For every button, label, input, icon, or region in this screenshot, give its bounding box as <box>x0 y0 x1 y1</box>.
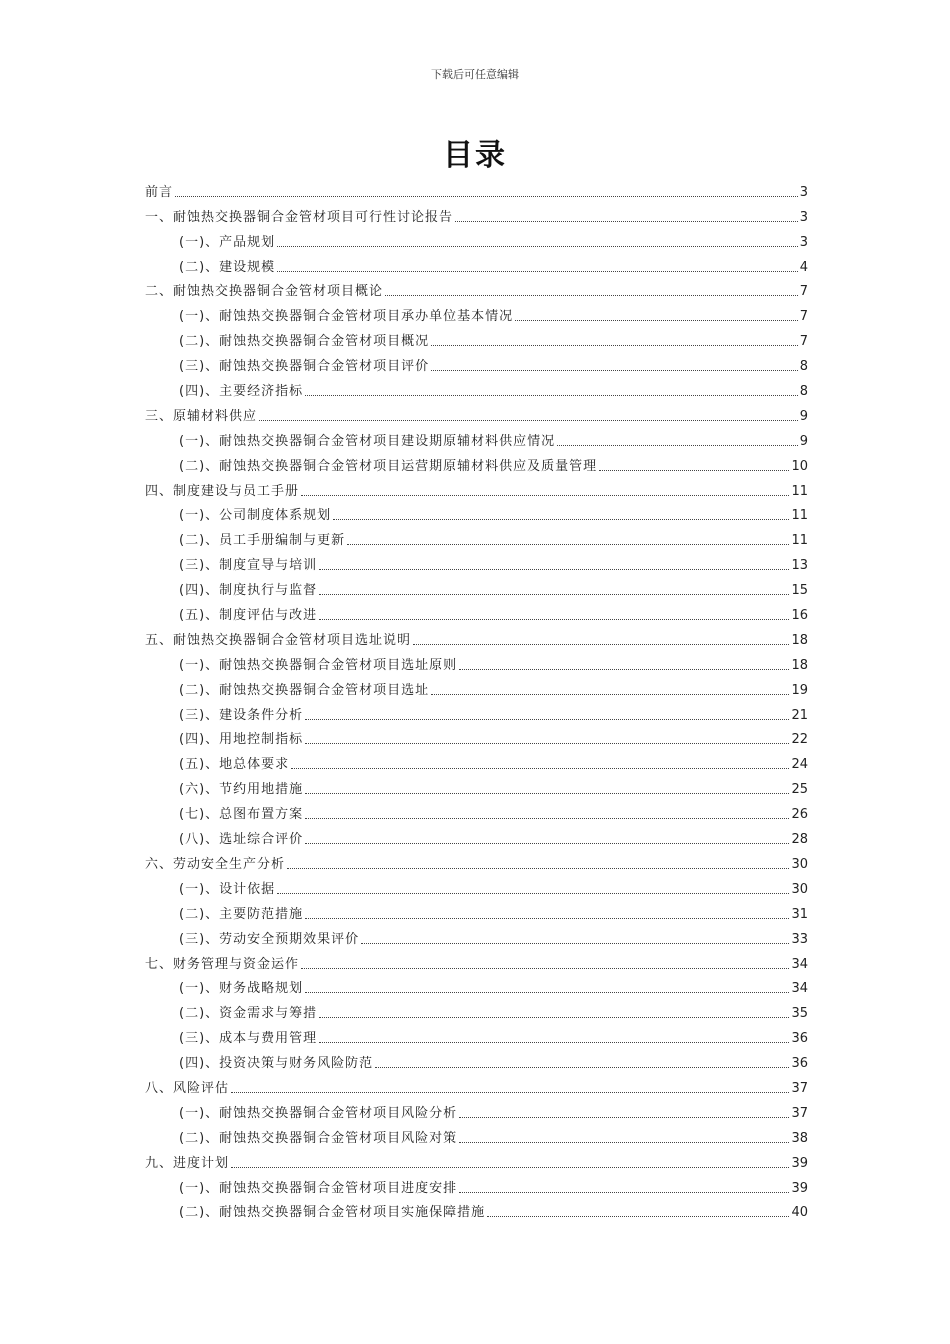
toc-dot-leader <box>259 419 798 421</box>
toc-dot-leader <box>291 767 789 769</box>
toc-entry-label: (二)、建设规模 <box>179 259 276 275</box>
toc-entry-page-number: 30 <box>791 881 808 897</box>
toc-dot-leader <box>515 319 798 321</box>
header-note: 下载后可任意编辑 <box>431 68 519 81</box>
toc-entry[interactable] <box>145 748 808 773</box>
toc-entry-page-number: 35 <box>791 1006 808 1022</box>
toc-entry-label: 二、耐蚀热交换器铜合金管材项目概论 <box>145 284 384 300</box>
toc-entry-page-number: 9 <box>799 433 808 449</box>
toc-entry-label: (二)、主要防范措施 <box>179 906 304 922</box>
toc-entry-label: (二)、耐蚀热交换器铜合金管材项目运营期原辅材料供应及质量管理 <box>179 458 598 474</box>
toc-entry-label: (三)、制度宣导与培训 <box>179 558 318 574</box>
toc-entry-page-number: 34 <box>791 981 808 997</box>
toc-dot-leader <box>301 967 789 969</box>
toc-entry-label: (五)、制度评估与改进 <box>179 608 318 624</box>
toc-entry-page-number: 16 <box>791 608 808 624</box>
toc-entry[interactable] <box>145 1047 808 1072</box>
toc-entry-page-number: 3 <box>799 209 808 225</box>
toc-entry-page-number: 21 <box>791 707 808 723</box>
toc-entry-label: (四)、制度执行与监督 <box>179 583 318 599</box>
toc-dot-leader <box>277 270 798 272</box>
toc-entry[interactable] <box>145 848 808 873</box>
toc-entry[interactable] <box>145 1097 808 1122</box>
toc-dot-leader <box>431 369 798 371</box>
toc-entry-page-number: 37 <box>791 1080 808 1096</box>
toc-dot-leader <box>413 643 789 645</box>
toc-entry[interactable] <box>145 624 808 649</box>
toc-entry-label: (一)、公司制度体系规划 <box>179 508 332 524</box>
toc-entry[interactable] <box>145 251 808 276</box>
toc-entry-page-number: 33 <box>791 931 808 947</box>
toc-entry-page-number: 31 <box>791 906 808 922</box>
toc-entry[interactable] <box>145 674 808 699</box>
toc-dot-leader <box>301 494 789 496</box>
toc-entry[interactable] <box>145 997 808 1022</box>
toc-entry-page-number: 3 <box>799 184 808 200</box>
toc-dot-leader <box>459 1141 789 1143</box>
toc-dot-leader <box>319 1041 789 1043</box>
toc-dot-leader <box>319 593 789 595</box>
toc-entry-label: 六、劳动安全生产分析 <box>145 856 286 872</box>
toc-entry-page-number: 13 <box>791 558 808 574</box>
toc-dot-leader <box>319 568 789 570</box>
toc-entry-page-number: 11 <box>791 483 808 499</box>
toc-entry-page-number: 11 <box>791 533 808 549</box>
toc-entry-label: (四)、主要经济指标 <box>179 384 304 400</box>
toc-entry[interactable] <box>145 649 808 674</box>
toc-entry-label: (四)、投资决策与财务风险防范 <box>179 1056 374 1072</box>
toc-entry[interactable] <box>145 300 808 325</box>
toc-entry-label: (五)、地总体要求 <box>179 757 290 773</box>
toc-dot-leader <box>459 1116 789 1118</box>
toc-entry-page-number: 22 <box>791 732 808 748</box>
toc-entry[interactable] <box>145 724 808 749</box>
toc-entry[interactable] <box>145 898 808 923</box>
toc-entry[interactable] <box>145 574 808 599</box>
toc-entry-page-number: 8 <box>799 384 808 400</box>
toc-entry-page-number: 39 <box>791 1155 808 1171</box>
toc-dot-leader <box>305 394 798 396</box>
toc-entry-label: (一)、产品规划 <box>179 234 276 250</box>
toc-dot-leader <box>375 1066 789 1068</box>
toc-entry-label: (一)、耐蚀热交换器铜合金管材项目选址原则 <box>179 657 458 673</box>
toc-dot-leader <box>277 245 798 247</box>
toc-entry[interactable] <box>145 500 808 525</box>
toc-entry[interactable] <box>145 176 808 201</box>
toc-entry-page-number: 40 <box>791 1205 808 1221</box>
toc-entry[interactable] <box>145 325 808 350</box>
toc-entry-label: (八)、选址综合评价 <box>179 832 304 848</box>
toc-dot-leader <box>319 1016 789 1018</box>
toc-entry-page-number: 8 <box>799 359 808 375</box>
toc-dot-leader <box>487 1215 789 1217</box>
toc-dot-leader <box>557 444 798 446</box>
toc-entry-label: (三)、建设条件分析 <box>179 707 304 723</box>
toc-entry[interactable] <box>145 948 808 973</box>
toc-entry-label: (二)、耐蚀热交换器铜合金管材项目风险对策 <box>179 1130 458 1146</box>
toc-entry[interactable] <box>145 524 808 549</box>
toc-entry-label: 一、耐蚀热交换器铜合金管材项目可行性讨论报告 <box>145 209 454 225</box>
toc-entry-label: (一)、耐蚀热交换器铜合金管材项目风险分析 <box>179 1105 458 1121</box>
toc-entry-label: (一)、耐蚀热交换器铜合金管材项目建设期原辅材料供应情况 <box>179 433 556 449</box>
toc-entry[interactable] <box>145 1197 808 1222</box>
toc-entry[interactable] <box>145 350 808 375</box>
toc-entry[interactable] <box>145 1147 808 1172</box>
toc-entry[interactable] <box>145 873 808 898</box>
toc-dot-leader <box>319 618 789 620</box>
toc-entry-label: (二)、耐蚀热交换器铜合金管材项目概况 <box>179 334 430 350</box>
toc-entry-label: 七、财务管理与资金运作 <box>145 956 300 972</box>
toc-entry[interactable] <box>145 1072 808 1097</box>
toc-dot-leader <box>347 543 789 545</box>
toc-entry-page-number: 7 <box>799 284 808 300</box>
toc-dot-leader <box>175 195 798 197</box>
toc-entry-page-number: 19 <box>791 682 808 698</box>
toc-entry-page-number: 30 <box>791 856 808 872</box>
toc-entry-label: (七)、总图布置方案 <box>179 807 304 823</box>
toc-entry-page-number: 39 <box>791 1180 808 1196</box>
toc-entry[interactable] <box>145 400 808 425</box>
toc-dot-leader <box>231 1166 789 1168</box>
table-of-contents <box>145 176 808 1221</box>
toc-dot-leader <box>305 817 789 819</box>
toc-entry-page-number: 7 <box>799 334 808 350</box>
toc-entry[interactable] <box>145 475 808 500</box>
toc-entry[interactable] <box>145 276 808 301</box>
toc-entry-label: (六)、节约用地措施 <box>179 782 304 798</box>
toc-entry-page-number: 36 <box>791 1031 808 1047</box>
toc-entry-page-number: 9 <box>799 408 808 424</box>
toc-dot-leader <box>431 693 789 695</box>
toc-entry[interactable] <box>145 549 808 574</box>
toc-entry-page-number: 37 <box>791 1105 808 1121</box>
toc-entry[interactable] <box>145 1122 808 1147</box>
toc-entry-label: (四)、用地控制指标 <box>179 732 304 748</box>
toc-entry-page-number: 4 <box>799 259 808 275</box>
toc-entry-label: (三)、成本与费用管理 <box>179 1031 318 1047</box>
toc-entry[interactable] <box>145 425 808 450</box>
toc-entry[interactable] <box>145 375 808 400</box>
toc-dot-leader <box>305 792 789 794</box>
toc-entry[interactable] <box>145 226 808 251</box>
toc-entry[interactable] <box>145 823 808 848</box>
toc-entry[interactable] <box>145 1022 808 1047</box>
toc-dot-leader <box>231 1091 789 1093</box>
toc-entry-label: 前言 <box>145 184 174 200</box>
toc-entry-page-number: 26 <box>791 807 808 823</box>
toc-entry-label: (三)、耐蚀热交换器铜合金管材项目评价 <box>179 359 430 375</box>
toc-dot-leader <box>277 892 789 894</box>
toc-entry-page-number: 38 <box>791 1130 808 1146</box>
toc-dot-leader <box>431 344 798 346</box>
toc-entry-label: 八、风险评估 <box>145 1080 230 1096</box>
toc-entry[interactable] <box>145 450 808 475</box>
toc-entry-page-number: 15 <box>791 583 808 599</box>
toc-entry-page-number: 18 <box>791 657 808 673</box>
toc-entry-label: 三、原辅材料供应 <box>145 408 258 424</box>
toc-dot-leader <box>305 917 789 919</box>
toc-entry-page-number: 7 <box>799 309 808 325</box>
toc-entry-label: (一)、设计依据 <box>179 881 276 897</box>
toc-dot-leader <box>305 742 789 744</box>
toc-entry-page-number: 10 <box>791 458 808 474</box>
toc-entry-page-number: 18 <box>791 632 808 648</box>
toc-dot-leader <box>305 842 789 844</box>
toc-dot-leader <box>459 668 789 670</box>
toc-entry[interactable] <box>145 798 808 823</box>
toc-dot-leader <box>385 294 798 296</box>
toc-dot-leader <box>305 991 789 993</box>
toc-entry-page-number: 24 <box>791 757 808 773</box>
toc-entry[interactable] <box>145 201 808 226</box>
toc-entry-label: 五、耐蚀热交换器铜合金管材项目选址说明 <box>145 632 412 648</box>
toc-entry[interactable] <box>145 973 808 998</box>
toc-entry-page-number: 3 <box>799 234 808 250</box>
toc-entry[interactable] <box>145 699 808 724</box>
toc-dot-leader <box>287 867 789 869</box>
toc-entry-label: (一)、耐蚀热交换器铜合金管材项目承办单位基本情况 <box>179 309 514 325</box>
toc-entry[interactable] <box>145 773 808 798</box>
toc-entry-page-number: 36 <box>791 1056 808 1072</box>
toc-entry-label: (一)、财务战略规划 <box>179 981 304 997</box>
toc-dot-leader <box>455 220 798 222</box>
toc-dot-leader <box>361 942 789 944</box>
toc-entry-page-number: 34 <box>791 956 808 972</box>
toc-entry-label: 九、进度计划 <box>145 1155 230 1171</box>
toc-entry[interactable] <box>145 923 808 948</box>
toc-dot-leader <box>305 718 789 720</box>
toc-entry[interactable] <box>145 1172 808 1197</box>
toc-entry-page-number: 11 <box>791 508 808 524</box>
toc-title: 目录 <box>443 138 507 173</box>
toc-dot-leader <box>333 518 789 520</box>
toc-entry-label: (二)、耐蚀热交换器铜合金管材项目实施保障措施 <box>179 1205 486 1221</box>
toc-entry-label: (二)、员工手册编制与更新 <box>179 533 346 549</box>
toc-entry-label: (二)、耐蚀热交换器铜合金管材项目选址 <box>179 682 430 698</box>
toc-entry-page-number: 28 <box>791 832 808 848</box>
toc-entry-label: (一)、耐蚀热交换器铜合金管材项目进度安排 <box>179 1180 458 1196</box>
toc-entry-page-number: 25 <box>791 782 808 798</box>
toc-dot-leader <box>599 469 789 471</box>
toc-entry[interactable] <box>145 599 808 624</box>
toc-entry-label: (二)、资金需求与筹措 <box>179 1006 318 1022</box>
toc-entry-label: 四、制度建设与员工手册 <box>145 483 300 499</box>
toc-dot-leader <box>459 1191 789 1193</box>
toc-entry-label: (三)、劳动安全预期效果评价 <box>179 931 360 947</box>
